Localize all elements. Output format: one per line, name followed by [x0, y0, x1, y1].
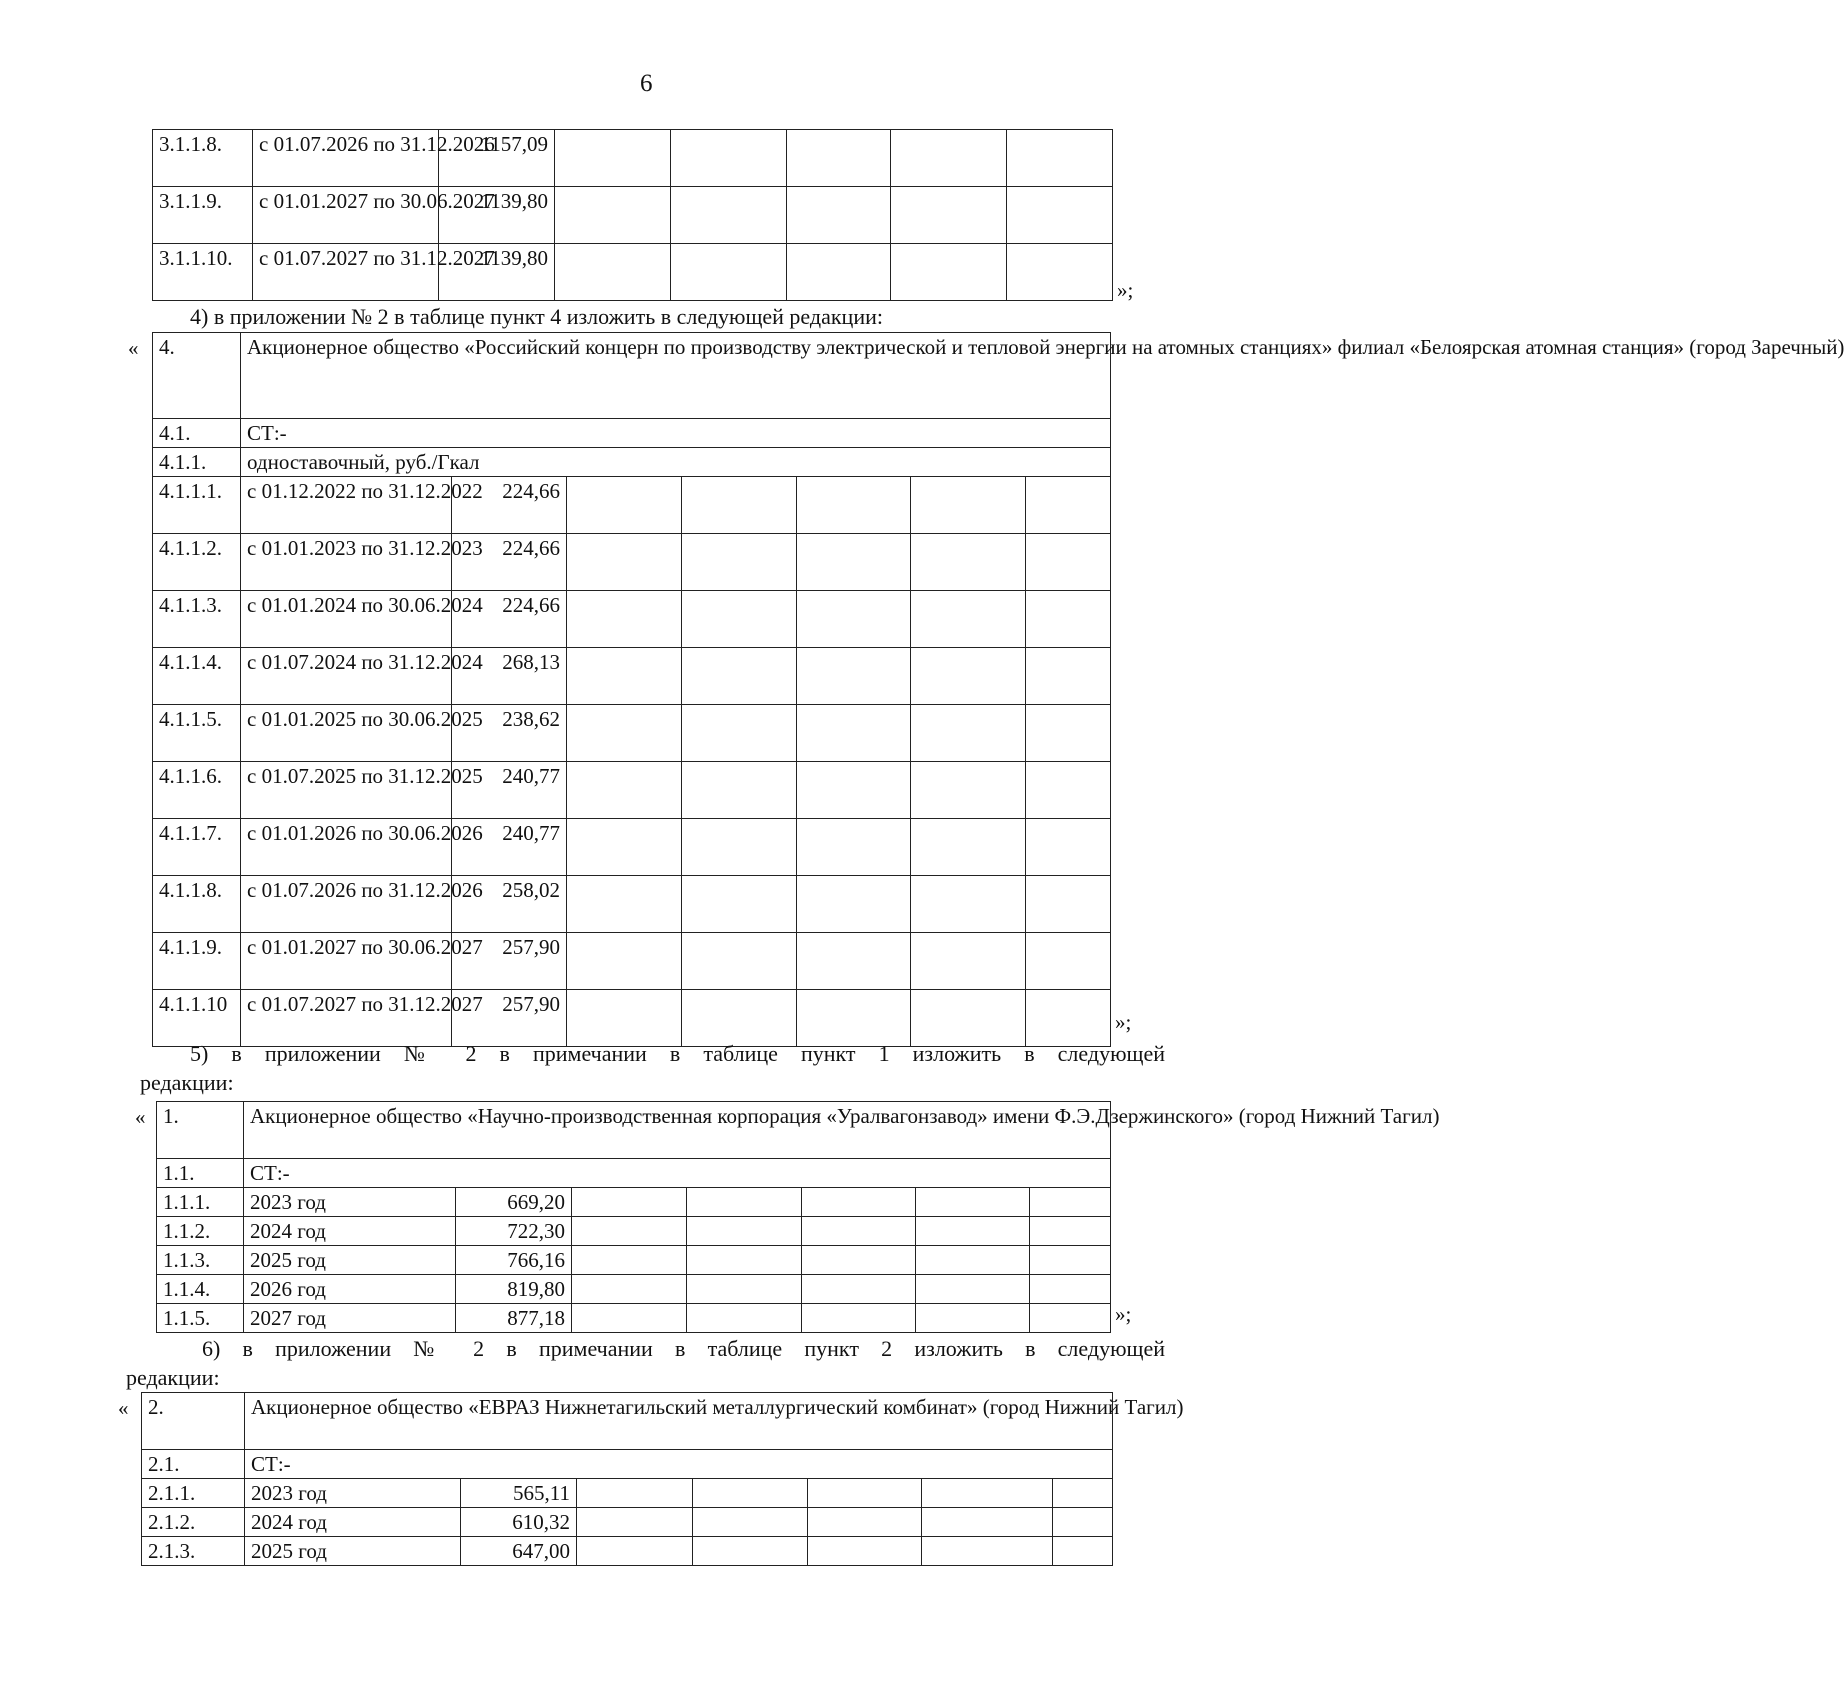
empty-cell	[1026, 762, 1111, 819]
row-value: 647,00	[461, 1537, 577, 1566]
row-code: 4.1.1.4.	[153, 648, 241, 705]
empty-cell	[911, 990, 1026, 1047]
table-row	[153, 990, 1111, 1047]
empty-cell	[911, 477, 1026, 534]
table-row	[142, 1537, 1113, 1566]
empty-cell	[1026, 477, 1111, 534]
table-row	[157, 1275, 1111, 1304]
empty-cell	[1026, 990, 1111, 1047]
table-3-1-1-continuation	[152, 129, 1113, 301]
empty-cell	[802, 1304, 916, 1333]
empty-cell	[808, 1537, 922, 1566]
row-value: 877,18	[456, 1304, 572, 1333]
row-value: 669,20	[456, 1188, 572, 1217]
empty-cell	[682, 648, 797, 705]
empty-cell	[555, 244, 671, 301]
empty-cell	[911, 876, 1026, 933]
sub-code: 4.1.1.	[153, 448, 241, 477]
row-code: 4.1.1.7.	[153, 819, 241, 876]
empty-cell	[567, 933, 682, 990]
row-code: 4.1.1.2.	[153, 534, 241, 591]
empty-cell	[567, 705, 682, 762]
table-row	[153, 591, 1111, 648]
row-year: 2023 год	[244, 1188, 456, 1217]
st-code: 1.1.	[157, 1159, 244, 1188]
closing-quote-2: »;	[1115, 1010, 1132, 1034]
row-period: с 01.07.2024 по 31.12.2024	[241, 648, 452, 705]
closing-quote-3: »;	[1115, 1302, 1132, 1326]
empty-cell	[572, 1275, 687, 1304]
opening-quote-4: «	[118, 1396, 129, 1420]
empty-cell	[1026, 705, 1111, 762]
empty-cell	[572, 1304, 687, 1333]
empty-cell	[567, 990, 682, 1047]
st-code: 4.1.	[153, 419, 241, 448]
empty-cell	[916, 1275, 1030, 1304]
row-value: 268,13	[452, 648, 567, 705]
table-row	[153, 130, 1113, 187]
row-code: 4.1.1.6.	[153, 762, 241, 819]
paragraph-5-line-2: редакции:	[140, 1070, 234, 1095]
paragraph-4: 4) в приложении № 2 в таблице пункт 4 изложить в следующей редакции:	[190, 304, 883, 329]
empty-cell	[1053, 1508, 1113, 1537]
empty-cell	[797, 591, 911, 648]
empty-cell	[1007, 130, 1113, 187]
empty-cell	[797, 705, 911, 762]
table-body	[153, 130, 1113, 301]
empty-cell	[922, 1479, 1053, 1508]
row-code: 3.1.1.9.	[153, 187, 253, 244]
row-code: 3.1.1.8.	[153, 130, 253, 187]
row-period: с 01.01.2023 по 31.12.2023	[241, 534, 452, 591]
row-period: с 01.01.2024 по 30.06.2024	[241, 591, 452, 648]
empty-cell	[682, 819, 797, 876]
row-year: 2027 год	[244, 1304, 456, 1333]
empty-cell	[1007, 187, 1113, 244]
row-value: 224,66	[452, 591, 567, 648]
row-code: 1.1.1.	[157, 1188, 244, 1217]
empty-cell	[693, 1508, 808, 1537]
row-code: 4.1.1.10	[153, 990, 241, 1047]
row-period: с 01.01.2025 по 30.06.2025	[241, 705, 452, 762]
opening-quote-2: «	[128, 336, 139, 360]
empty-cell	[797, 477, 911, 534]
row-value: 565,11	[461, 1479, 577, 1508]
table-row	[153, 534, 1111, 591]
empty-cell	[572, 1188, 687, 1217]
empty-cell	[577, 1537, 693, 1566]
empty-cell	[1026, 933, 1111, 990]
opening-quote-3: «	[135, 1105, 146, 1129]
row-period: с 01.07.2026 по 31.12.2026	[241, 876, 452, 933]
empty-cell	[567, 534, 682, 591]
row-period: с 01.07.2027 по 31.12.2027	[241, 990, 452, 1047]
empty-cell	[916, 1188, 1030, 1217]
table-body	[153, 333, 1844, 1047]
row-code: 4.1.1.5.	[153, 705, 241, 762]
header-code: 1.	[157, 1102, 244, 1159]
header-organization: Акционерное общество «Научно-производственная корпорация «Уралвагонзавод» имени Ф.Э.Дзержинского» (город Нижний Тагил)	[244, 1102, 1111, 1159]
empty-cell	[687, 1304, 802, 1333]
table-row	[142, 1479, 1113, 1508]
empty-cell	[797, 990, 911, 1047]
empty-cell	[911, 819, 1026, 876]
row-period: с 01.01.2027 по 30.06.2027	[241, 933, 452, 990]
table-header-row	[153, 333, 1111, 419]
table-item-4	[152, 332, 1844, 1047]
empty-cell	[802, 1188, 916, 1217]
empty-cell	[687, 1188, 802, 1217]
row-value: 1139,80	[439, 244, 555, 301]
empty-cell	[1026, 876, 1111, 933]
table-row	[153, 933, 1111, 990]
empty-cell	[687, 1246, 802, 1275]
empty-cell	[682, 933, 797, 990]
empty-cell	[567, 477, 682, 534]
paragraph-5-line-1: 5) в приложении № 2 в примечании в таблице пункт 1 изложить в следующей	[190, 1041, 1165, 1066]
empty-cell	[911, 933, 1026, 990]
empty-cell	[693, 1537, 808, 1566]
empty-cell	[1026, 648, 1111, 705]
empty-cell	[687, 1275, 802, 1304]
empty-cell	[682, 705, 797, 762]
empty-cell	[567, 591, 682, 648]
row-code: 1.1.3.	[157, 1246, 244, 1275]
table-row	[142, 1508, 1113, 1537]
row-period: с 01.12.2022 по 31.12.2022	[241, 477, 452, 534]
header-code: 4.	[153, 333, 241, 419]
empty-cell	[567, 819, 682, 876]
empty-cell	[911, 534, 1026, 591]
empty-cell	[797, 534, 911, 591]
sub-label: одноставочный, руб./Гкал	[241, 448, 1111, 477]
empty-cell	[797, 648, 911, 705]
row-period: с 01.07.2025 по 31.12.2025	[241, 762, 452, 819]
empty-cell	[567, 648, 682, 705]
row-value: 766,16	[456, 1246, 572, 1275]
table-row	[153, 762, 1111, 819]
empty-cell	[1007, 244, 1113, 301]
row-code: 1.1.2.	[157, 1217, 244, 1246]
row-year: 2024 год	[244, 1217, 456, 1246]
row-period: с 01.07.2027 по 31.12.2027	[253, 244, 439, 301]
empty-cell	[693, 1479, 808, 1508]
empty-cell	[797, 819, 911, 876]
empty-cell	[911, 591, 1026, 648]
row-value: 1139,80	[439, 187, 555, 244]
table-row	[153, 648, 1111, 705]
empty-cell	[555, 130, 671, 187]
empty-cell	[808, 1479, 922, 1508]
row-code: 2.1.3.	[142, 1537, 245, 1566]
empty-cell	[1026, 534, 1111, 591]
empty-cell	[1053, 1537, 1113, 1566]
paragraph-6-line-2: редакции:	[126, 1365, 220, 1390]
empty-cell	[682, 876, 797, 933]
header-organization: Акционерное общество «ЕВРАЗ Нижнетагильский металлургический комбинат» (город Нижний Тагил)	[245, 1393, 1113, 1450]
row-code: 4.1.1.9.	[153, 933, 241, 990]
row-code: 4.1.1.3.	[153, 591, 241, 648]
empty-cell	[911, 648, 1026, 705]
empty-cell	[671, 130, 787, 187]
empty-cell	[797, 762, 911, 819]
table-row	[153, 187, 1113, 244]
empty-cell	[682, 477, 797, 534]
row-value: 240,77	[452, 819, 567, 876]
empty-cell	[891, 187, 1007, 244]
table-row	[153, 477, 1111, 534]
row-year: 2025 год	[245, 1537, 461, 1566]
table-row	[153, 819, 1111, 876]
table-body	[142, 1393, 1184, 1566]
table-row	[153, 876, 1111, 933]
row-year: 2025 год	[244, 1246, 456, 1275]
empty-cell	[922, 1508, 1053, 1537]
row-code: 4.1.1.8.	[153, 876, 241, 933]
empty-cell	[916, 1217, 1030, 1246]
header-code: 2.	[142, 1393, 245, 1450]
empty-cell	[911, 762, 1026, 819]
row-period: с 01.07.2026 по 31.12.2026	[253, 130, 439, 187]
empty-cell	[682, 534, 797, 591]
table-row	[157, 1188, 1111, 1217]
sub-row	[153, 448, 1111, 477]
row-value: 258,02	[452, 876, 567, 933]
empty-cell	[891, 130, 1007, 187]
empty-cell	[567, 876, 682, 933]
empty-cell	[555, 187, 671, 244]
empty-cell	[1053, 1479, 1113, 1508]
row-code: 2.1.2.	[142, 1508, 245, 1537]
empty-cell	[808, 1508, 922, 1537]
empty-cell	[567, 762, 682, 819]
empty-cell	[671, 187, 787, 244]
empty-cell	[1030, 1304, 1111, 1333]
row-value: 722,30	[456, 1217, 572, 1246]
row-value: 1157,09	[439, 130, 555, 187]
empty-cell	[797, 876, 911, 933]
table-row	[157, 1304, 1111, 1333]
row-year: 2024 год	[245, 1508, 461, 1537]
table-row	[153, 244, 1113, 301]
empty-cell	[682, 990, 797, 1047]
row-value: 819,80	[456, 1275, 572, 1304]
st-label: СТ:-	[245, 1450, 1113, 1479]
empty-cell	[682, 591, 797, 648]
row-period: с 01.01.2027 по 30.06.2027	[253, 187, 439, 244]
empty-cell	[802, 1217, 916, 1246]
empty-cell	[671, 244, 787, 301]
empty-cell	[787, 130, 891, 187]
empty-cell	[922, 1537, 1053, 1566]
table-row	[157, 1246, 1111, 1275]
table-row	[153, 705, 1111, 762]
row-value: 238,62	[452, 705, 567, 762]
empty-cell	[1030, 1246, 1111, 1275]
empty-cell	[916, 1246, 1030, 1275]
table-header-row	[157, 1102, 1111, 1159]
empty-cell	[802, 1275, 916, 1304]
empty-cell	[1026, 819, 1111, 876]
row-value: 257,90	[452, 933, 567, 990]
row-code: 1.1.4.	[157, 1275, 244, 1304]
empty-cell	[916, 1304, 1030, 1333]
row-value: 224,66	[452, 534, 567, 591]
st-row	[157, 1159, 1111, 1188]
row-value: 224,66	[452, 477, 567, 534]
empty-cell	[1030, 1188, 1111, 1217]
closing-quote-1: »;	[1117, 278, 1134, 302]
st-label: СТ:-	[241, 419, 1111, 448]
empty-cell	[1030, 1275, 1111, 1304]
paragraph-6-line-1: 6) в приложении № 2 в примечании в таблице пункт 2 изложить в следующей	[202, 1336, 1165, 1361]
row-code: 2.1.1.	[142, 1479, 245, 1508]
header-organization: Акционерное общество «Российский концерн по производству электрической и тепловой энергии на атомных станциях» филиал «Белоярская атомная станция» (город Заречный)	[241, 333, 1111, 419]
empty-cell	[572, 1246, 687, 1275]
empty-cell	[682, 762, 797, 819]
page-number: 6	[640, 70, 653, 97]
table-body	[157, 1102, 1440, 1333]
row-year: 2023 год	[245, 1479, 461, 1508]
row-value: 240,77	[452, 762, 567, 819]
table-item-1	[156, 1101, 1440, 1333]
table-header-row	[142, 1393, 1113, 1450]
empty-cell	[1026, 591, 1111, 648]
table-row	[157, 1217, 1111, 1246]
empty-cell	[577, 1479, 693, 1508]
empty-cell	[802, 1246, 916, 1275]
st-label: СТ:-	[244, 1159, 1111, 1188]
empty-cell	[577, 1508, 693, 1537]
row-code: 4.1.1.1.	[153, 477, 241, 534]
empty-cell	[891, 244, 1007, 301]
table-item-2	[141, 1392, 1184, 1566]
empty-cell	[787, 244, 891, 301]
row-code: 1.1.5.	[157, 1304, 244, 1333]
empty-cell	[687, 1217, 802, 1246]
row-period: с 01.01.2026 по 30.06.2026	[241, 819, 452, 876]
st-row	[142, 1450, 1113, 1479]
st-row	[153, 419, 1111, 448]
row-year: 2026 год	[244, 1275, 456, 1304]
empty-cell	[1030, 1217, 1111, 1246]
row-code: 3.1.1.10.	[153, 244, 253, 301]
empty-cell	[787, 187, 891, 244]
row-value: 610,32	[461, 1508, 577, 1537]
empty-cell	[572, 1217, 687, 1246]
st-code: 2.1.	[142, 1450, 245, 1479]
empty-cell	[911, 705, 1026, 762]
empty-cell	[797, 933, 911, 990]
row-value: 257,90	[452, 990, 567, 1047]
